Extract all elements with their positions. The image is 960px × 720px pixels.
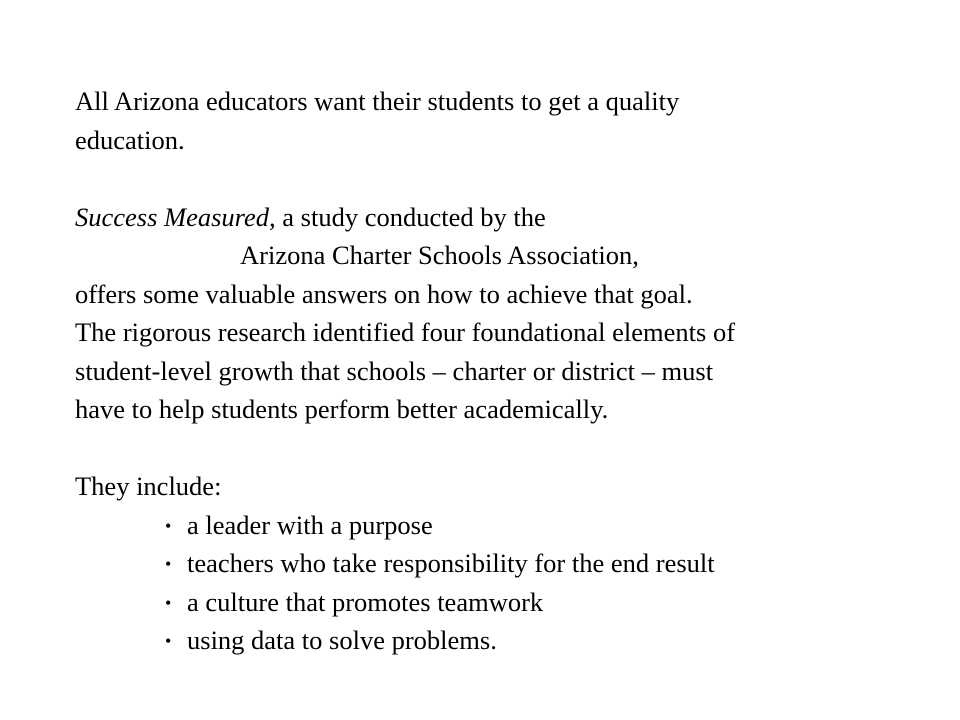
study-title: Success Measured, <box>75 201 276 232</box>
list-intro: They include: <box>75 471 222 501</box>
study-line-6: have to help students perform better academically. <box>75 394 609 424</box>
organization-name: Arizona Charter Schools Association, <box>240 240 639 270</box>
list-item <box>75 506 935 545</box>
slide-body <box>75 82 935 660</box>
study-line-5: student-level growth that schools – charter or district – must <box>75 355 714 386</box>
study-line-4: The rigorous research identified four foundational elements of <box>75 317 736 347</box>
paragraph-spacer <box>75 429 935 468</box>
intro-line-2: education. <box>75 124 185 155</box>
elements-list <box>75 506 935 660</box>
paragraph-spacer <box>75 159 935 198</box>
list-item <box>75 621 935 660</box>
bullet-icon: • <box>165 592 172 613</box>
list-item-text: teachers who take responsibility for the end result <box>187 548 715 578</box>
list-item-text: using data to solve problems. <box>187 625 497 655</box>
list-item-text: a culture that promotes teamwork <box>187 586 544 617</box>
study-line-1-rest: a study conducted by the <box>275 201 546 232</box>
bullet-icon: • <box>165 631 172 651</box>
bullet-icon: • <box>165 515 172 536</box>
list-item <box>75 583 935 622</box>
intro-line-1: All Arizona educators want their students to get a quality <box>75 86 680 116</box>
study-line-3: offers some valuable answers on how to achieve that goal. <box>75 278 693 309</box>
study-line-1 <box>75 198 935 237</box>
bullet-icon: • <box>165 554 172 574</box>
list-item-text: a leader with a purpose <box>187 509 433 540</box>
list-item <box>75 544 935 583</box>
